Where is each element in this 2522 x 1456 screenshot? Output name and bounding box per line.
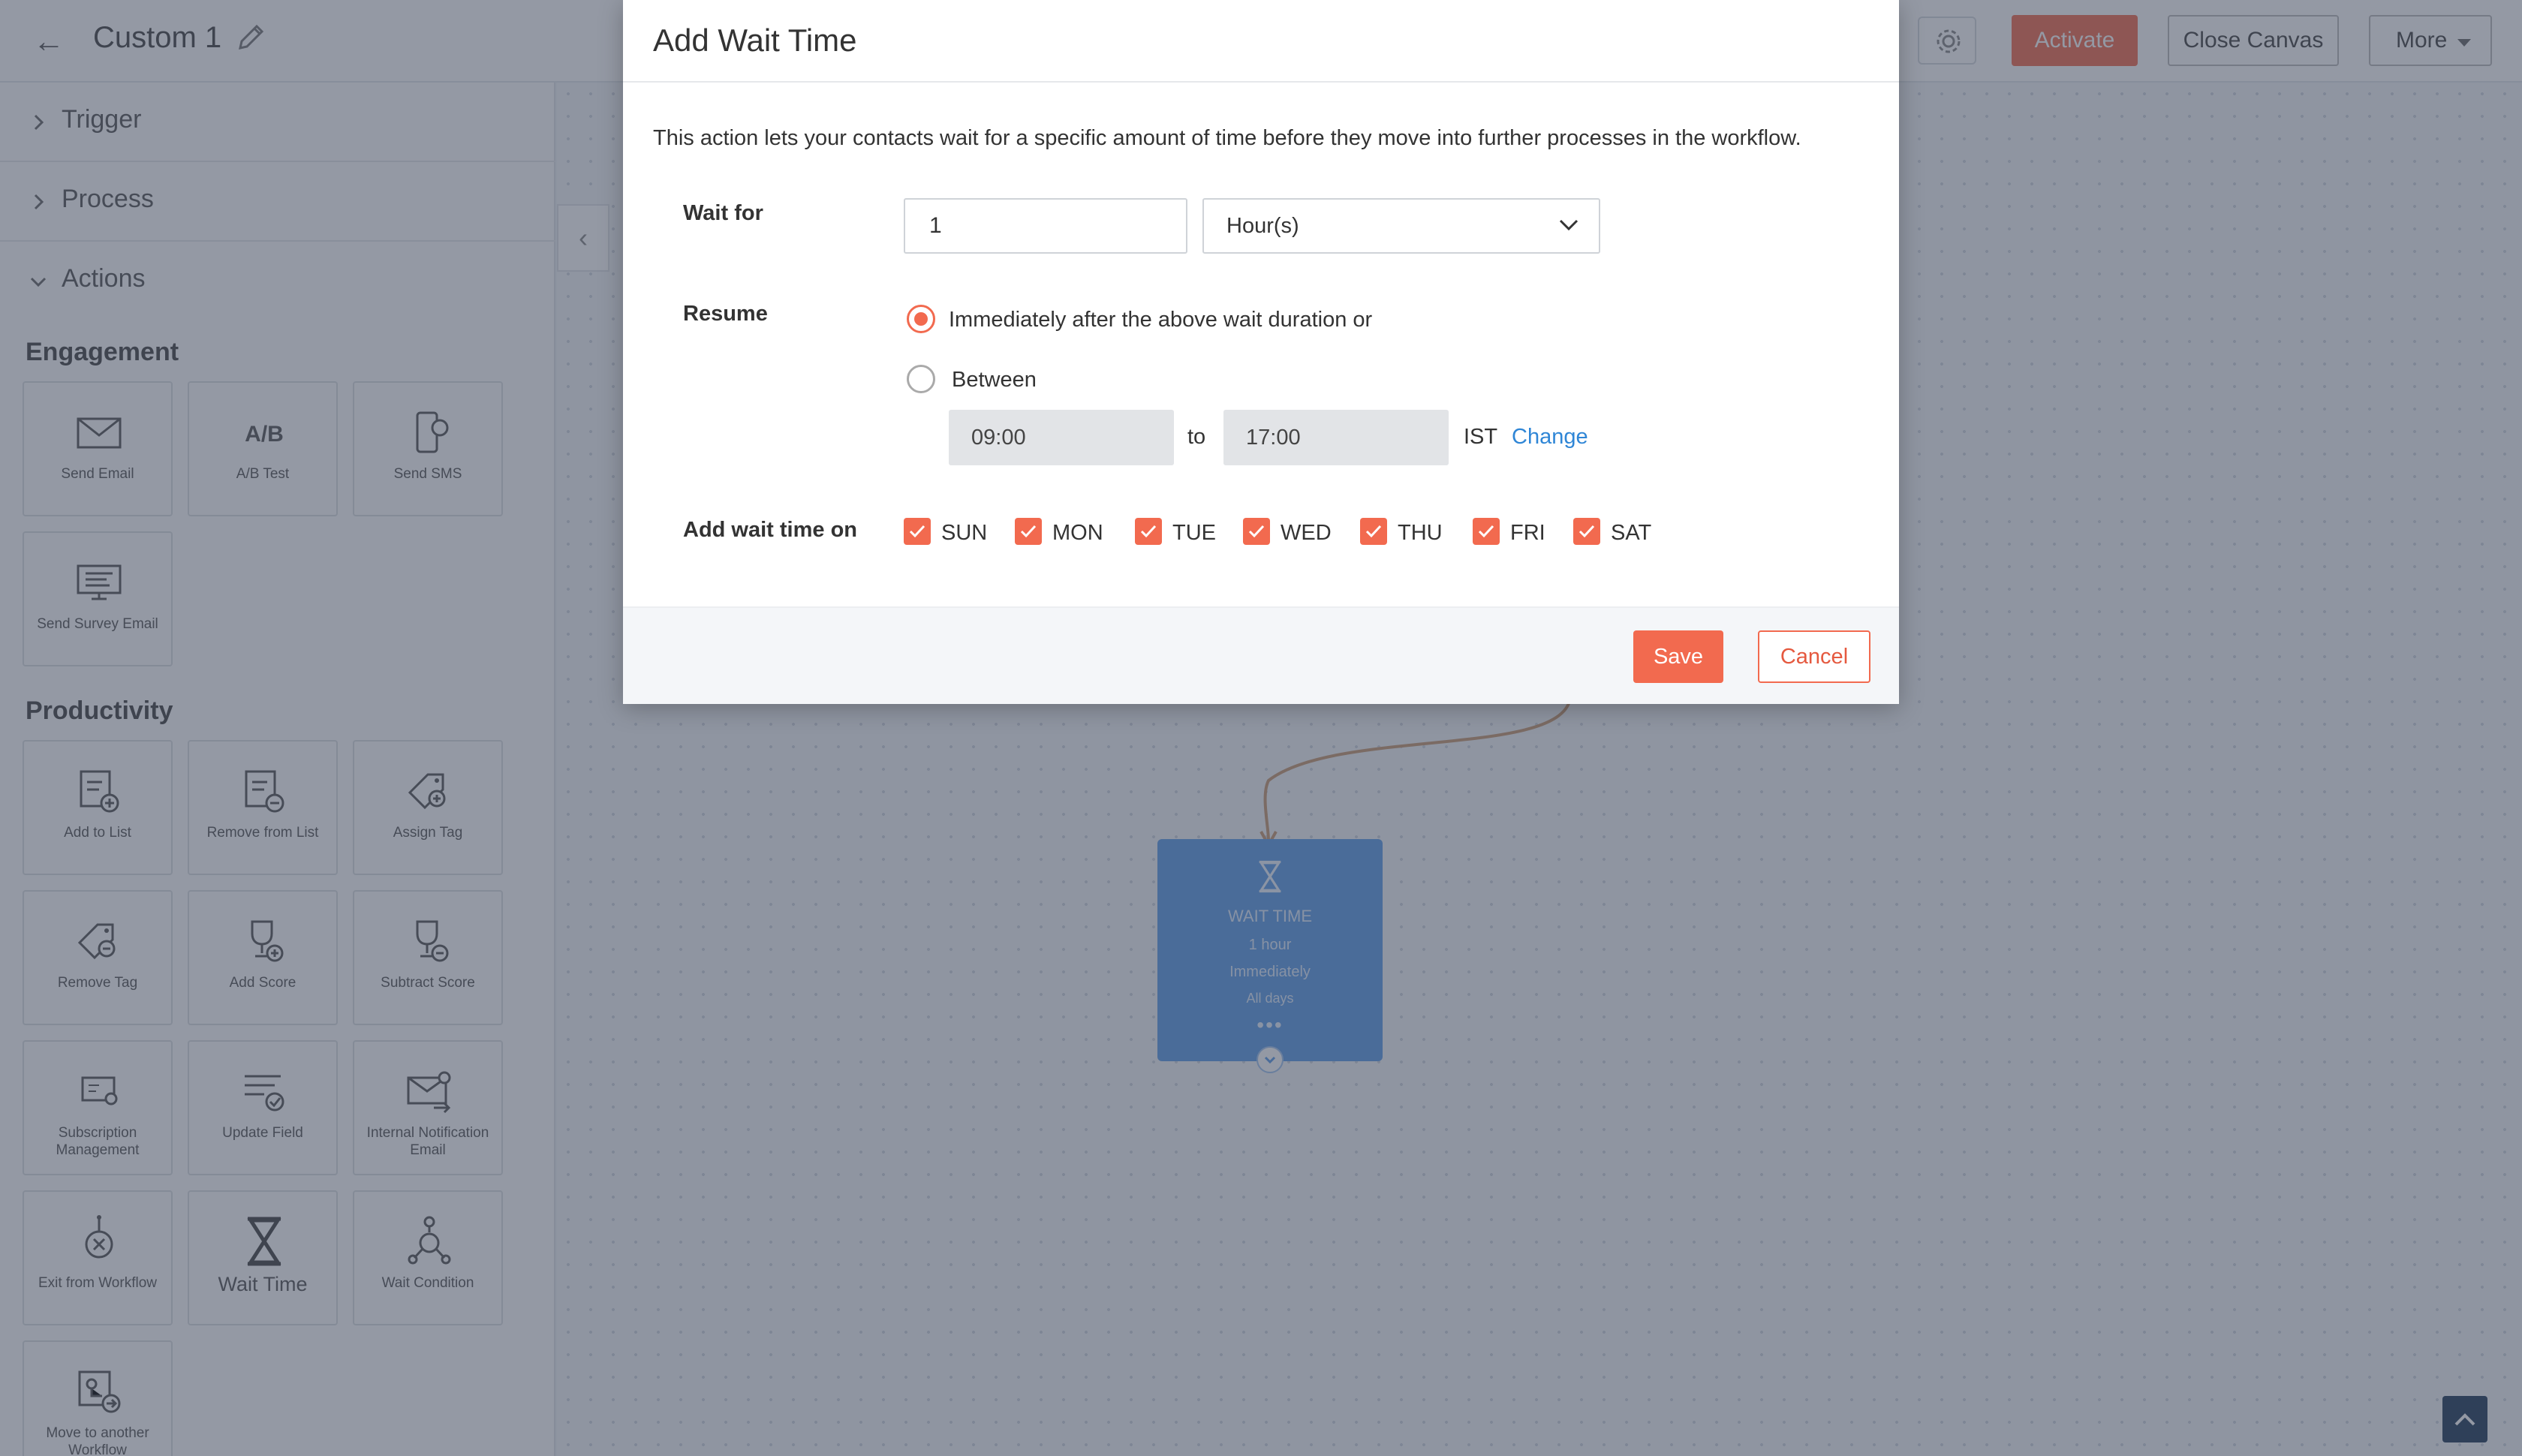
- wait-duration-input[interactable]: 1: [904, 198, 1187, 254]
- checkbox[interactable]: [904, 518, 931, 545]
- dialog-footer: [623, 606, 1899, 704]
- check-icon: [1477, 523, 1495, 540]
- resume-between-radio[interactable]: [907, 365, 935, 393]
- check-icon: [1365, 523, 1383, 540]
- change-timezone-link[interactable]: Change: [1512, 425, 1588, 449]
- check-icon: [1019, 523, 1037, 540]
- timezone-label: IST: [1464, 425, 1498, 449]
- save-button[interactable]: Save: [1633, 630, 1723, 683]
- checkbox[interactable]: [1573, 518, 1600, 545]
- checkbox[interactable]: [1360, 518, 1387, 545]
- wait-for-label: Wait for: [683, 201, 763, 225]
- add-wait-time-dialog: [623, 0, 1899, 704]
- to-label: to: [1187, 425, 1206, 449]
- resume-label: Resume: [683, 302, 768, 326]
- check-icon: [908, 523, 926, 540]
- chevron-down-icon: [1558, 218, 1579, 233]
- day-label: THU: [1398, 521, 1443, 545]
- day-label: SUN: [941, 521, 988, 545]
- day-label: WED: [1281, 521, 1332, 545]
- check-icon: [1578, 523, 1596, 540]
- resume-immediately-label: Immediately after the above wait duration or: [949, 308, 1373, 332]
- checkbox[interactable]: [1015, 518, 1042, 545]
- check-icon: [1247, 523, 1266, 540]
- dialog-title: Add Wait Time: [653, 23, 857, 58]
- day-label: SAT: [1611, 521, 1652, 545]
- check-icon: [1139, 523, 1157, 540]
- time-from-input[interactable]: 09:00: [949, 410, 1174, 465]
- wait-unit-value: Hour(s): [1226, 214, 1299, 238]
- cancel-button[interactable]: Cancel: [1758, 630, 1870, 683]
- day-label: MON: [1052, 521, 1103, 545]
- days-label: Add wait time on: [683, 518, 857, 542]
- resume-immediately-radio[interactable]: [907, 305, 935, 333]
- checkbox[interactable]: [1473, 518, 1500, 545]
- day-label: FRI: [1510, 521, 1545, 545]
- checkbox[interactable]: [1243, 518, 1270, 545]
- resume-between-label: Between: [952, 368, 1037, 392]
- day-label: TUE: [1172, 521, 1216, 545]
- dialog-description: This action lets your contacts wait for a specific amount of time before they move into further processes in the workflow.: [653, 126, 1801, 150]
- dialog-header: [623, 0, 1899, 83]
- time-to-input[interactable]: 17:00: [1223, 410, 1449, 465]
- checkbox[interactable]: [1135, 518, 1162, 545]
- wait-unit-select[interactable]: [1202, 198, 1600, 254]
